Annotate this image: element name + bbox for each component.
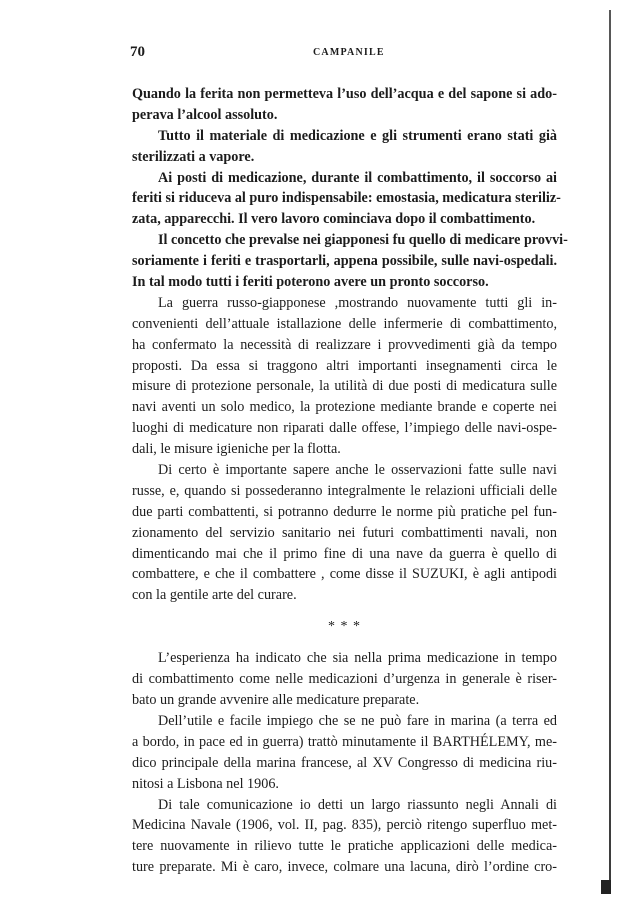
text-line: Medicina Navale (1906, vol. II, pag. 835), perciò ritengo superfluo met-: [132, 817, 557, 834]
text-line: Tutto il materiale di medicazione e gli strumenti erano stati già: [158, 127, 557, 144]
separator-stars: * * *: [328, 619, 361, 635]
text-line: sterilizzati a vapore.: [132, 148, 255, 165]
body-text: [132, 84, 568, 878]
text-line: misure di protezione personale, la utilità di due posti di medicatura sulle: [132, 378, 557, 395]
text-line: convenienti dell’attuale istallazione delle infermerie di combattimento,: [132, 315, 557, 332]
text-line: Ai posti di medicazione, durante il combattimento, il soccorso ai: [158, 169, 557, 186]
text-line: dali, le misure igieniche per la flotta.: [132, 441, 341, 458]
text-line: In tal modo tutti i feriti poterono avere un pronto soccorso.: [132, 274, 489, 291]
text-line: feriti si riduceva al puro indispensabile: emostasia, medicatura steriliz-: [132, 190, 561, 207]
section-separator: [132, 606, 557, 648]
page-number: 70: [130, 44, 145, 60]
text-line: soriamente i feriti e trasportarli, appena possibile, sulle navi-ospedali.: [132, 253, 557, 270]
text-line: di combattimento come nelle medicazioni d’urgenza in generale è riser-: [132, 671, 557, 688]
text-line: due parti combattenti, si potranno dedurre le norme più pratiche pel fun-: [132, 503, 557, 520]
page-header: [130, 44, 560, 64]
text-line: La guerra russo-giapponese ,mostrando nuovamente tutti gli in-: [158, 294, 557, 311]
text-line: navi aventi un solo medico, la protezione mediante brande e coperte nei: [132, 399, 557, 416]
text-line: russe, e, quando si possederanno integralmente le relazioni ufficiali delle: [132, 482, 557, 499]
text-line: dico principale della marina francese, al XV Congresso di medicina riu-: [132, 754, 557, 771]
binding-mark: [601, 880, 611, 894]
text-line: zata, apparecchi. Il vero lavoro cominciava dopo il combattimento.: [132, 211, 536, 228]
text-line: a bordo, in pace ed in guerra) trattò minutamente il BARTHÉLEMY, me-: [132, 733, 557, 750]
text-line: Di certo è importante sapere anche le osservazioni fatte sulle navi: [158, 462, 557, 479]
text-line: ha confermato la necessità di realizzare i provvedimenti già da tempo: [132, 336, 557, 353]
text-line: proposti. Da essa si traggono altri importanti insegnamenti circa le: [132, 357, 557, 374]
text-line: zionamento del servizio sanitario nei futuri combattimenti navali, non: [132, 524, 557, 541]
text-line: L’esperienza ha indicato che sia nella prima medicazione in tempo: [158, 650, 557, 667]
text-line: con la gentile arte del curare.: [132, 587, 297, 604]
text-line: nitosi a Lisbona nel 1906.: [132, 775, 279, 792]
text-line: ture preparate. Mi è caro, invece, colmare una lacuna, dirò l’ordine cro-: [132, 859, 557, 876]
text-line: luoghi di medicature non riparati dalle offese, l’impiego delle navi-ospe-: [132, 420, 557, 437]
text-line: Il concetto che prevalse nei giapponesi fu quello di medicare provvi-: [158, 232, 568, 249]
running-head: CAMPANILE: [313, 47, 385, 58]
text-line: combattere, e che il combattere , come disse il SUZUKI, è agli antipodi: [132, 566, 557, 583]
text-line: bato un grande avvenire alle medicature preparate.: [132, 692, 420, 709]
text-line: Dell’utile e facile impiego che se ne può fare in marina (a terra ed: [158, 712, 557, 729]
text-line: perava l’alcool assoluto.: [132, 106, 278, 123]
text-line: tere nuovamente in rilievo tutte le pratiche applicazioni delle medica-: [132, 838, 557, 855]
page-binding-edge: [609, 10, 611, 894]
text-line: Quando la ferita non permetteva l’uso dell’acqua e del sapone si ado-: [132, 86, 557, 102]
text-line: Di tale comunicazione io detti un largo riassunto negli Annali di: [158, 796, 557, 813]
text-line: dimenticando mai che il primo fine di una nave da guerra è quello di: [132, 545, 557, 562]
